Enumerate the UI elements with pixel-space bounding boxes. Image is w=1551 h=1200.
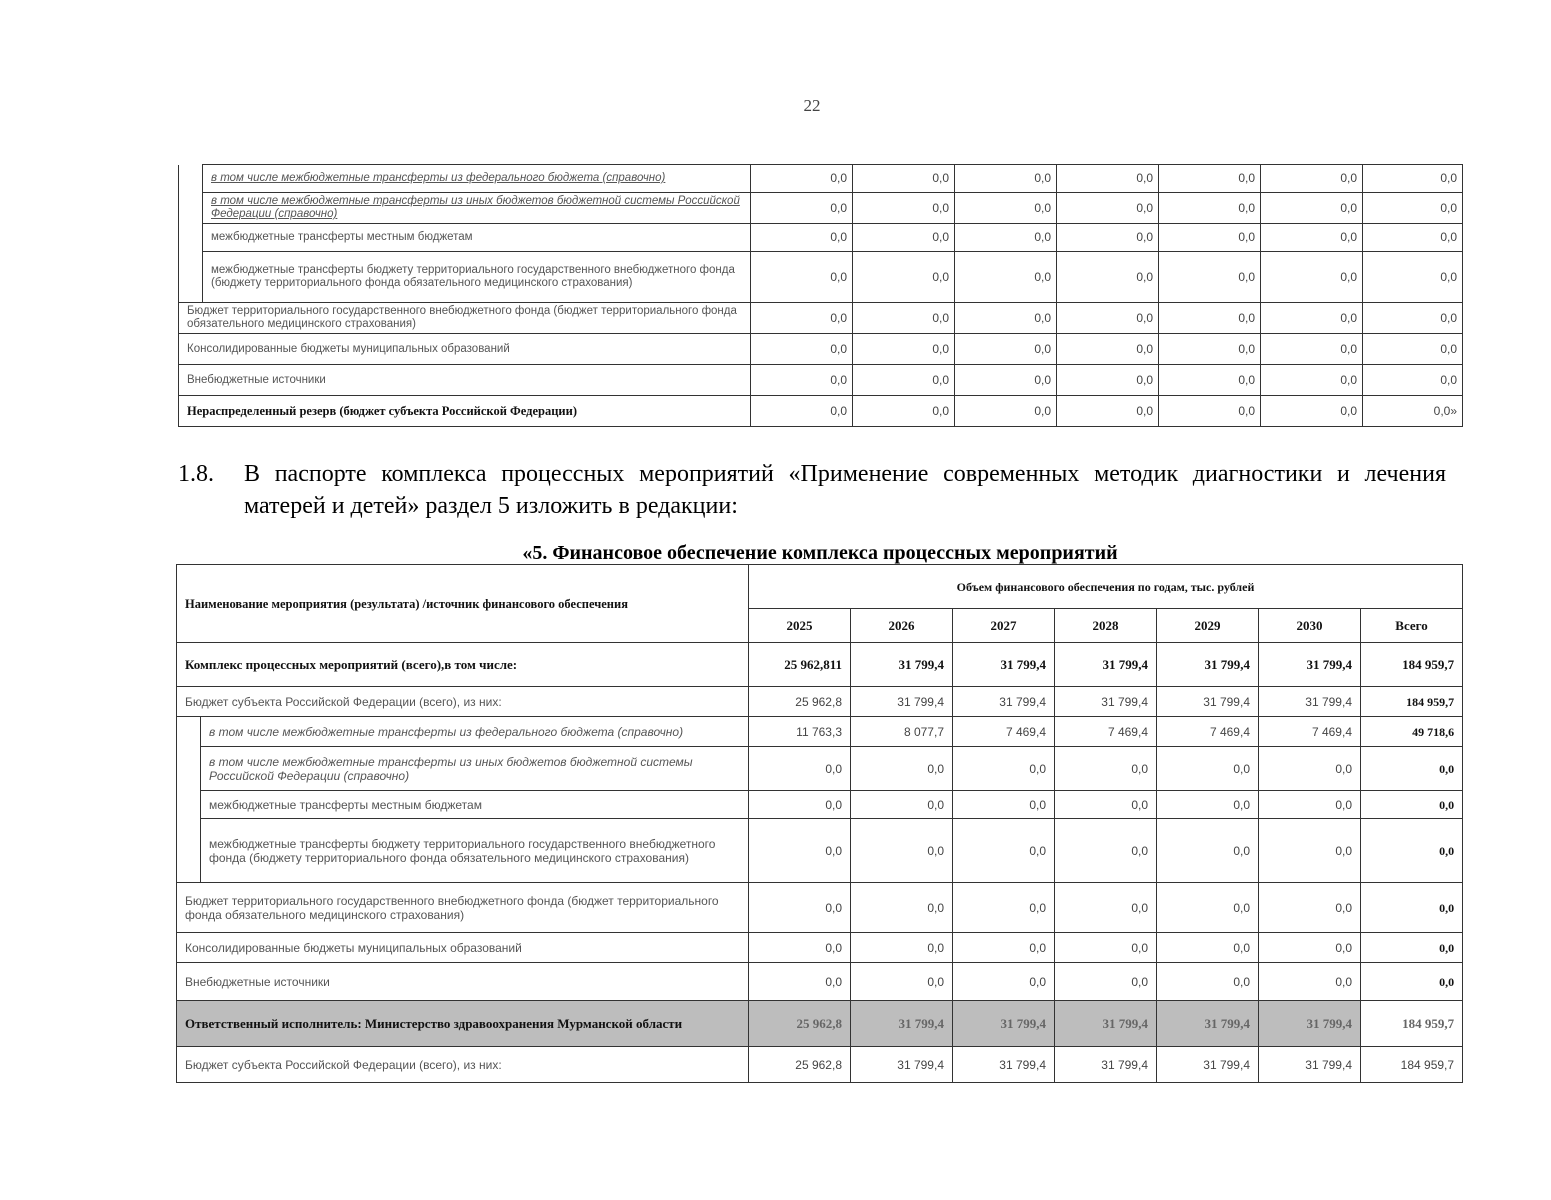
cell-2025: 25 962,8 [749, 1047, 851, 1083]
cell-2029: 31 799,4 [1157, 643, 1259, 687]
table-row [179, 165, 1463, 193]
cell-total: 0,0 [1363, 193, 1463, 224]
row-label: Бюджет территориального государственного внебюджетного фонда (бюджет территориального фонда обязательного медицинского страхования) [179, 303, 751, 334]
year-2027: 2027 [953, 609, 1055, 643]
cell-total: 0,0 [1363, 303, 1463, 334]
cell-2027: 0,0 [955, 193, 1057, 224]
row-label: Бюджет территориального государственного внебюджетного фонда (бюджет территориального фонда обязательного медицинского страхования) [177, 883, 749, 933]
cell-2028: 0,0 [1057, 193, 1159, 224]
cell-2030: 0,0 [1259, 933, 1361, 963]
cell-2028: 0,0 [1055, 963, 1157, 1001]
cell-2029: 0,0 [1157, 747, 1259, 791]
cell-2026: 0,0 [851, 791, 953, 819]
financing-table-continuation [178, 164, 1463, 427]
row-label: межбюджетные трансферты бюджету территориального государственного внебюджетного фонда (бюджету территориального фонда обязательного медицинского страхования) [203, 252, 751, 303]
cell-2027: 0,0 [955, 165, 1057, 193]
cell-total: 184 959,7 [1361, 1047, 1463, 1083]
financing-table [176, 564, 1463, 1083]
cell-2027: 0,0 [953, 933, 1055, 963]
row-label: в том числе межбюджетные трансферты из федерального бюджета (справочно) [201, 717, 749, 747]
row-label: межбюджетные трансферты местным бюджетам [203, 224, 751, 252]
table-row [179, 334, 1463, 365]
row-label: Консолидированные бюджеты муниципальных образований [179, 334, 751, 365]
header-volume: Объем финансового обеспечения по годам, тыс. рублей [749, 565, 1463, 609]
cell-2027: 31 799,4 [953, 643, 1055, 687]
row-label: межбюджетные трансферты местным бюджетам [201, 791, 749, 819]
cell-2027: 0,0 [953, 747, 1055, 791]
table-row [179, 224, 1463, 252]
cell-total: 0,0 [1361, 791, 1463, 819]
year-2028: 2028 [1055, 609, 1157, 643]
table-row [177, 717, 1463, 747]
table-row [177, 791, 1463, 819]
table-row [179, 252, 1463, 303]
cell-2028: 31 799,4 [1055, 1001, 1157, 1047]
cell-2026: 0,0 [853, 193, 955, 224]
cell-2030: 0,0 [1259, 883, 1361, 933]
cell-2025: 0,0 [751, 224, 853, 252]
cell-2028: 31 799,4 [1055, 643, 1157, 687]
table-row [179, 396, 1463, 427]
item-number: 1.8. [178, 461, 214, 487]
cell-2027: 0,0 [955, 252, 1057, 303]
cell-2027: 0,0 [953, 819, 1055, 883]
cell-2027: 0,0 [953, 963, 1055, 1001]
year-2029: 2029 [1157, 609, 1259, 643]
cell-2025: 0,0 [751, 396, 853, 427]
cell-2027: 0,0 [953, 791, 1055, 819]
row-label: Внебюджетные источники [179, 365, 751, 396]
cell-2027: 31 799,4 [953, 1047, 1055, 1083]
cell-2029: 0,0 [1159, 165, 1261, 193]
header-name: Наименование мероприятия (результата) /источник финансового обеспечения [177, 565, 749, 643]
cell-2027: 0,0 [955, 396, 1057, 427]
cell-total: 0,0 [1363, 165, 1463, 193]
cell-2030: 0,0 [1261, 252, 1363, 303]
cell-2030: 0,0 [1261, 396, 1363, 427]
cell-2025: 0,0 [751, 365, 853, 396]
cell-2030: 31 799,4 [1259, 1001, 1361, 1047]
cell-total: 184 959,7 [1361, 1001, 1463, 1047]
cell-2030: 31 799,4 [1259, 687, 1361, 717]
table-row [179, 365, 1463, 396]
cell-2029: 0,0 [1159, 303, 1261, 334]
cell-2030: 0,0 [1261, 224, 1363, 252]
cell-2028: 0,0 [1055, 747, 1157, 791]
cell-2025: 0,0 [749, 963, 851, 1001]
cell-2030: 7 469,4 [1259, 717, 1361, 747]
cell-2029: 31 799,4 [1157, 687, 1259, 717]
cell-2025: 0,0 [749, 791, 851, 819]
section-title: «5. Финансовое обеспечение комплекса процессных мероприятий [522, 542, 1118, 564]
row-label: Комплекс процессных мероприятий (всего),в том числе: [177, 643, 749, 687]
cell-total: 49 718,6 [1361, 717, 1463, 747]
cell-total: 184 959,7 [1361, 687, 1463, 717]
cell-2026: 0,0 [851, 933, 953, 963]
cell-2029: 0,0 [1159, 193, 1261, 224]
table-row-responsible [177, 1001, 1463, 1047]
cell-2029: 7 469,4 [1157, 717, 1259, 747]
indent-gutter [177, 717, 201, 883]
cell-2029: 0,0 [1157, 963, 1259, 1001]
cell-2028: 31 799,4 [1055, 687, 1157, 717]
cell-2029: 0,0 [1157, 791, 1259, 819]
page-number: 22 [803, 96, 821, 115]
cell-2028: 0,0 [1057, 224, 1159, 252]
indent-gutter [179, 165, 203, 303]
cell-2027: 0,0 [955, 224, 1057, 252]
cell-2030: 0,0 [1261, 303, 1363, 334]
row-label: межбюджетные трансферты бюджету территориального государственного внебюджетного фонда (бюджету территориального фонда обязательного медицинского страхования) [201, 819, 749, 883]
cell-total: 0,0 [1361, 883, 1463, 933]
amendment-item [178, 458, 1446, 522]
cell-2028: 31 799,4 [1055, 1047, 1157, 1083]
cell-2030: 0,0 [1261, 165, 1363, 193]
cell-2028: 0,0 [1055, 933, 1157, 963]
year-2030: 2030 [1259, 609, 1361, 643]
cell-total: 0,0 [1363, 365, 1463, 396]
cell-2025: 0,0 [749, 883, 851, 933]
cell-2025: 0,0 [751, 165, 853, 193]
cell-2025: 0,0 [751, 334, 853, 365]
cell-2027: 0,0 [955, 303, 1057, 334]
table-row [177, 643, 1463, 687]
cell-2028: 0,0 [1057, 165, 1159, 193]
table-row [177, 819, 1463, 883]
cell-2028: 0,0 [1057, 303, 1159, 334]
cell-2026: 31 799,4 [851, 1001, 953, 1047]
cell-2026: 0,0 [853, 224, 955, 252]
cell-total: 0,0 [1361, 963, 1463, 1001]
table-row [177, 747, 1463, 791]
cell-2030: 0,0 [1259, 791, 1361, 819]
cell-2028: 0,0 [1057, 396, 1159, 427]
cell-2026: 31 799,4 [851, 643, 953, 687]
cell-2026: 0,0 [851, 883, 953, 933]
cell-2029: 0,0 [1157, 883, 1259, 933]
cell-2029: 31 799,4 [1157, 1047, 1259, 1083]
row-label: в том числе межбюджетные трансферты из иных бюджетов бюджетной системы Российской Федерации (справочно) [203, 193, 751, 224]
cell-2026: 0,0 [853, 252, 955, 303]
cell-2026: 0,0 [853, 396, 955, 427]
cell-total: 0,0» [1363, 396, 1463, 427]
year-2026: 2026 [851, 609, 953, 643]
cell-2027: 0,0 [953, 883, 1055, 933]
cell-2025: 25 962,8 [749, 1001, 851, 1047]
cell-2026: 0,0 [851, 747, 953, 791]
table-row [177, 883, 1463, 933]
cell-2026: 0,0 [851, 963, 953, 1001]
item-text: В паспорте комплекса процессных мероприятий «Применение современных методик диагностики и лечения матерей и детей» раздел 5 изложить в редакции: [244, 461, 1446, 519]
year-total: Всего [1361, 609, 1463, 643]
cell-total: 0,0 [1361, 747, 1463, 791]
cell-2025: 0,0 [749, 819, 851, 883]
header-row [177, 565, 1463, 609]
cell-2029: 0,0 [1159, 334, 1261, 365]
row-label: Консолидированные бюджеты муниципальных образований [177, 933, 749, 963]
table-row [179, 193, 1463, 224]
cell-2030: 0,0 [1261, 334, 1363, 365]
row-label: Ответственный исполнитель: Министерство здравоохранения Мурманской области [177, 1001, 749, 1047]
cell-2028: 0,0 [1057, 252, 1159, 303]
cell-total: 0,0 [1363, 334, 1463, 365]
cell-2030: 0,0 [1261, 193, 1363, 224]
cell-2026: 31 799,4 [851, 1047, 953, 1083]
cell-2029: 0,0 [1159, 365, 1261, 396]
cell-2025: 11 763,3 [749, 717, 851, 747]
row-label: Бюджет субъекта Российской Федерации (всего), из них: [177, 1047, 749, 1083]
cell-2030: 0,0 [1261, 365, 1363, 396]
cell-2025: 0,0 [751, 193, 853, 224]
cell-2028: 0,0 [1055, 819, 1157, 883]
cell-2027: 0,0 [955, 365, 1057, 396]
cell-2028: 7 469,4 [1055, 717, 1157, 747]
cell-2028: 0,0 [1057, 334, 1159, 365]
cell-2026: 0,0 [853, 165, 955, 193]
cell-2026: 0,0 [851, 819, 953, 883]
cell-2029: 0,0 [1159, 224, 1261, 252]
cell-2025: 0,0 [751, 252, 853, 303]
cell-2030: 0,0 [1259, 747, 1361, 791]
year-2025: 2025 [749, 609, 851, 643]
cell-2029: 0,0 [1157, 933, 1259, 963]
cell-total: 184 959,7 [1361, 643, 1463, 687]
cell-2026: 8 077,7 [851, 717, 953, 747]
cell-total: 0,0 [1361, 933, 1463, 963]
table-row [179, 303, 1463, 334]
cell-2028: 0,0 [1057, 365, 1159, 396]
cell-2025: 0,0 [749, 747, 851, 791]
row-label: в том числе межбюджетные трансферты из иных бюджетов бюджетной системы Российской Федерации (справочно) [201, 747, 749, 791]
cell-2025: 25 962,8 [749, 687, 851, 717]
cell-2026: 0,0 [853, 334, 955, 365]
cell-2026: 0,0 [853, 303, 955, 334]
cell-2027: 7 469,4 [953, 717, 1055, 747]
table-row [177, 933, 1463, 963]
table-row [177, 963, 1463, 1001]
cell-2029: 31 799,4 [1157, 1001, 1259, 1047]
cell-total: 0,0 [1363, 252, 1463, 303]
cell-2028: 0,0 [1055, 791, 1157, 819]
cell-2029: 0,0 [1159, 396, 1261, 427]
cell-2026: 31 799,4 [851, 687, 953, 717]
cell-2030: 0,0 [1259, 963, 1361, 1001]
cell-2027: 31 799,4 [953, 1001, 1055, 1047]
cell-2025: 25 962,811 [749, 643, 851, 687]
row-label: в том числе межбюджетные трансферты из федерального бюджета (справочно) [203, 165, 751, 193]
cell-2026: 0,0 [853, 365, 955, 396]
cell-2028: 0,0 [1055, 883, 1157, 933]
cell-2030: 0,0 [1259, 819, 1361, 883]
cell-total: 0,0 [1361, 819, 1463, 883]
cell-2030: 31 799,4 [1259, 1047, 1361, 1083]
cell-2027: 0,0 [955, 334, 1057, 365]
row-label: Нераспределенный резерв (бюджет субъекта Российской Федерации) [179, 396, 751, 427]
cell-2025: 0,0 [749, 933, 851, 963]
cell-2029: 0,0 [1157, 819, 1259, 883]
cell-2030: 31 799,4 [1259, 643, 1361, 687]
table-row [177, 687, 1463, 717]
table-row [177, 1047, 1463, 1083]
cell-2025: 0,0 [751, 303, 853, 334]
cell-2027: 31 799,4 [953, 687, 1055, 717]
cell-2029: 0,0 [1159, 252, 1261, 303]
row-label: Бюджет субъекта Российской Федерации (всего), из них: [177, 687, 749, 717]
cell-total: 0,0 [1363, 224, 1463, 252]
row-label: Внебюджетные источники [177, 963, 749, 1001]
